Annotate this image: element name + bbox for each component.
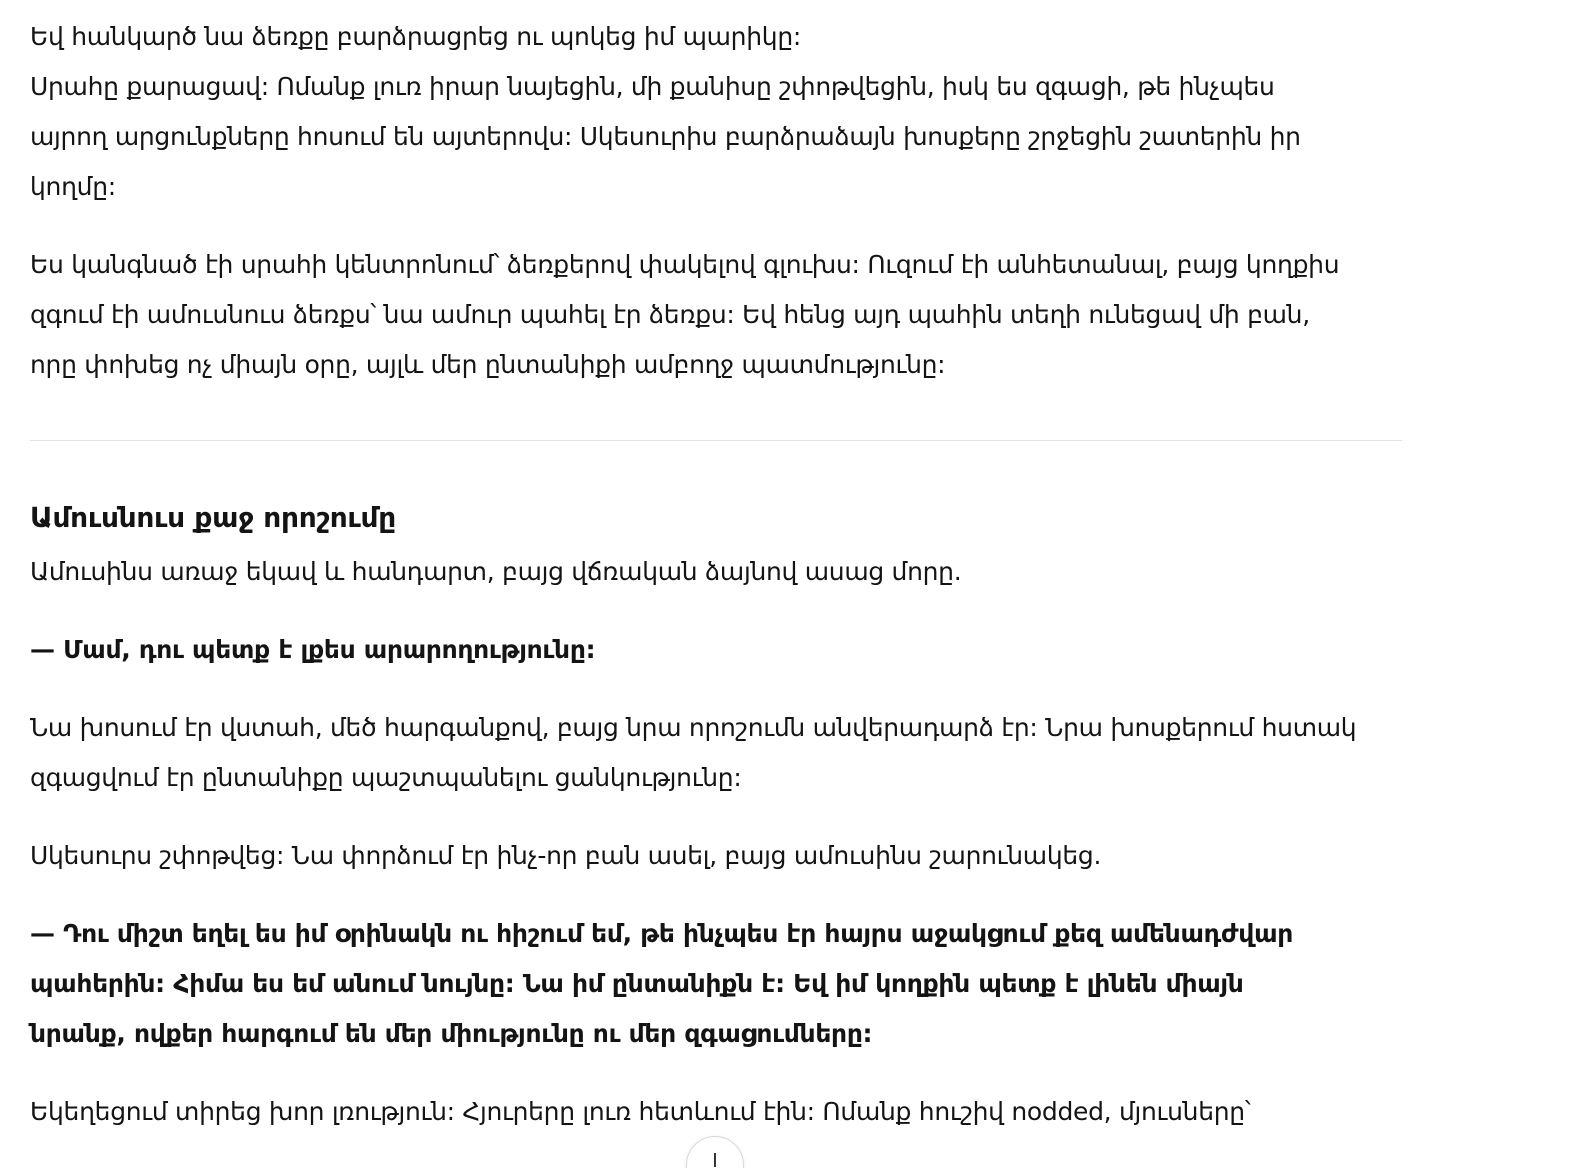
- text-line: որը փոխեց ոչ միայն օրը, այլև մեր ընտանիքի ամբողջ պատմությունը:: [30, 350, 946, 379]
- text-line: Նա խոսում էր վստահ, մեծ հարգանքով, բայց նրա որոշումն անվերադարձ էր: Նրա խոսքերում հստակ: [30, 713, 1357, 742]
- text-line: այրող արցունքները հոսում են այտերովս: Սկեսուրիս բարձրաձայն խոսքերը շրջեցին շատերին իր: [30, 122, 1301, 151]
- section-heading: Ամուսնուս քաջ որոշումը: [30, 501, 396, 534]
- section-divider: [30, 440, 1402, 441]
- quote-line: — Մամ, դու պետք է լքես արարողությունը:: [30, 635, 596, 664]
- article-body: [30, 12, 1430, 1137]
- text-line: նրանք, ովքեր հարգում են մեր միությունը ու մեր զգացումները:: [30, 1019, 873, 1048]
- text-line: Ես կանգնած էի սրահի կենտրոնում՝ ձեռքերով փակելով գլուխս: Ուզում էի անհետանալ, բայց կողքիս: [30, 250, 1340, 279]
- text-line: զգացվում էր ընտանիքը պաշտպանելու ցանկությունը:: [30, 763, 742, 792]
- text-line: զգում էի ամուսնուս ձեռքս՝ նա ամուր պահել էր ձեռքս: Եվ հենց այդ պահին տեղի ունեցավ մի բան,: [30, 300, 1310, 329]
- paragraph: Սկեսուրս շփոթվեց: Նա փորձում էր ինչ-որ բան ասել, բայց ամուսինս շարունակեց.: [30, 841, 1102, 870]
- text-line: — Դու միշտ եղել ես իմ օրինակն ու հիշում եմ, թե ինչպես էր հայրս աջակցում քեզ ամենադժվար: [30, 919, 1293, 948]
- paragraph: [30, 703, 1430, 803]
- paragraph: [30, 12, 1430, 212]
- quote-paragraph: [30, 909, 1430, 1059]
- text-line: Եվ հանկարծ նա ձեռքը բարձրացրեց ու պոկեց իմ պարիկը:: [30, 22, 801, 51]
- paragraph: Եկեղեցում տիրեց խոր լռություն: Հյուրերը լուռ հետևում էին: Ոմանք հուշիվ nodded, մյուսները՝: [30, 1097, 1251, 1126]
- text-line: կողմը:: [30, 172, 116, 201]
- text-line: պահերին: Հիմա ես եմ անում նույնը: Նա իմ ընտանիքն է: Եվ իմ կողքին պետք է լինեն միայն: [30, 969, 1244, 998]
- paragraph: [30, 240, 1430, 390]
- scroll-down-button[interactable]: [686, 1136, 744, 1168]
- paragraph: Ամուսինս առաջ եկավ և հանդարտ, բայց վճռական ձայնով ասաց մորը.: [30, 557, 962, 586]
- text-line: Սրահը քարացավ: Ոմանք լուռ իրար նայեցին, մի քանիսը շփոթվեցին, իսկ ես զգացի, թե ինչպես: [30, 72, 1275, 101]
- arrow-down-icon: [714, 1153, 716, 1167]
